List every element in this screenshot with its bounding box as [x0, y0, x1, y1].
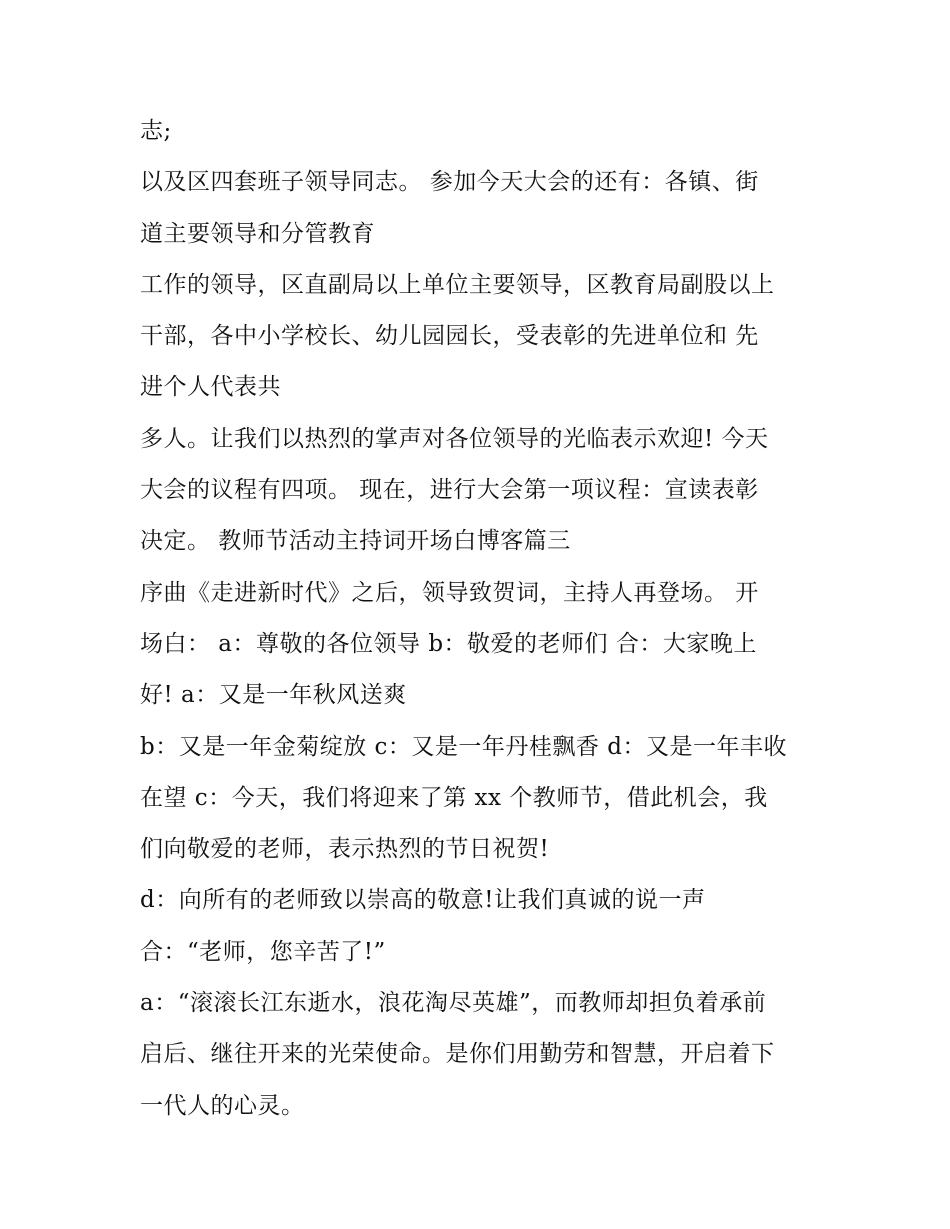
text-line: 好! a：又是一年秋风送爽 — [140, 682, 407, 709]
text-line: 以及区四套班子领导同志。 参加今天大会的还有：各镇、街 — [140, 169, 759, 196]
text-line: 启后、继往开来的光荣使命。是你们用勤劳和智慧，开启着下 — [140, 1041, 775, 1068]
text-line: 工作的领导，区直副局以上单位主要领导，区教育局副股以上 — [140, 271, 775, 298]
document-body — [140, 106, 830, 1132]
text-line: 序曲《走进新时代》之后，领导致贺词，主持人再登场。 开 — [140, 579, 759, 606]
text-line: 大会的议程有四项。 现在，进行大会第一项议程：宣读表彰 — [140, 477, 759, 504]
text-line: 一代人的心灵。 — [140, 1092, 305, 1119]
text-line: 场白： a：尊敬的各位领导 b：敬爱的老师们 合：大家晚上 — [140, 630, 757, 657]
text-line: 在望 c：今天，我们将迎来了第 xx 个教师节，借此机会，我 — [140, 784, 768, 811]
text-line: 志; — [140, 118, 172, 144]
text-line: 们向敬爱的老师，表示热烈的节日祝贺! — [140, 836, 550, 863]
text-line: 干部，各中小学校长、幼儿园园长，受表彰的先进单位和 先 — [140, 323, 759, 350]
text-line: b：又是一年金菊绽放 c：又是一年丹桂飘香 d：又是一年丰收 — [140, 733, 787, 760]
text-line: 合：“老师，您辛苦了!” — [140, 938, 386, 965]
text-line: 进个人代表共 — [140, 374, 281, 401]
text-line: d：向所有的老师致以崇高的敬意!让我们真诚的说一声 — [140, 887, 706, 914]
text-line: a：“滚滚长江东逝水，浪花淘尽英雄”，而教师却担负着承前 — [140, 990, 767, 1017]
text-line: 决定。 教师节活动主持词开场白博客篇三 — [140, 528, 571, 555]
text-line: 道主要领导和分管教育 — [140, 220, 375, 247]
text-line: 多人。让我们以热烈的掌声对各位领导的光临表示欢迎! 今天 — [140, 425, 769, 452]
